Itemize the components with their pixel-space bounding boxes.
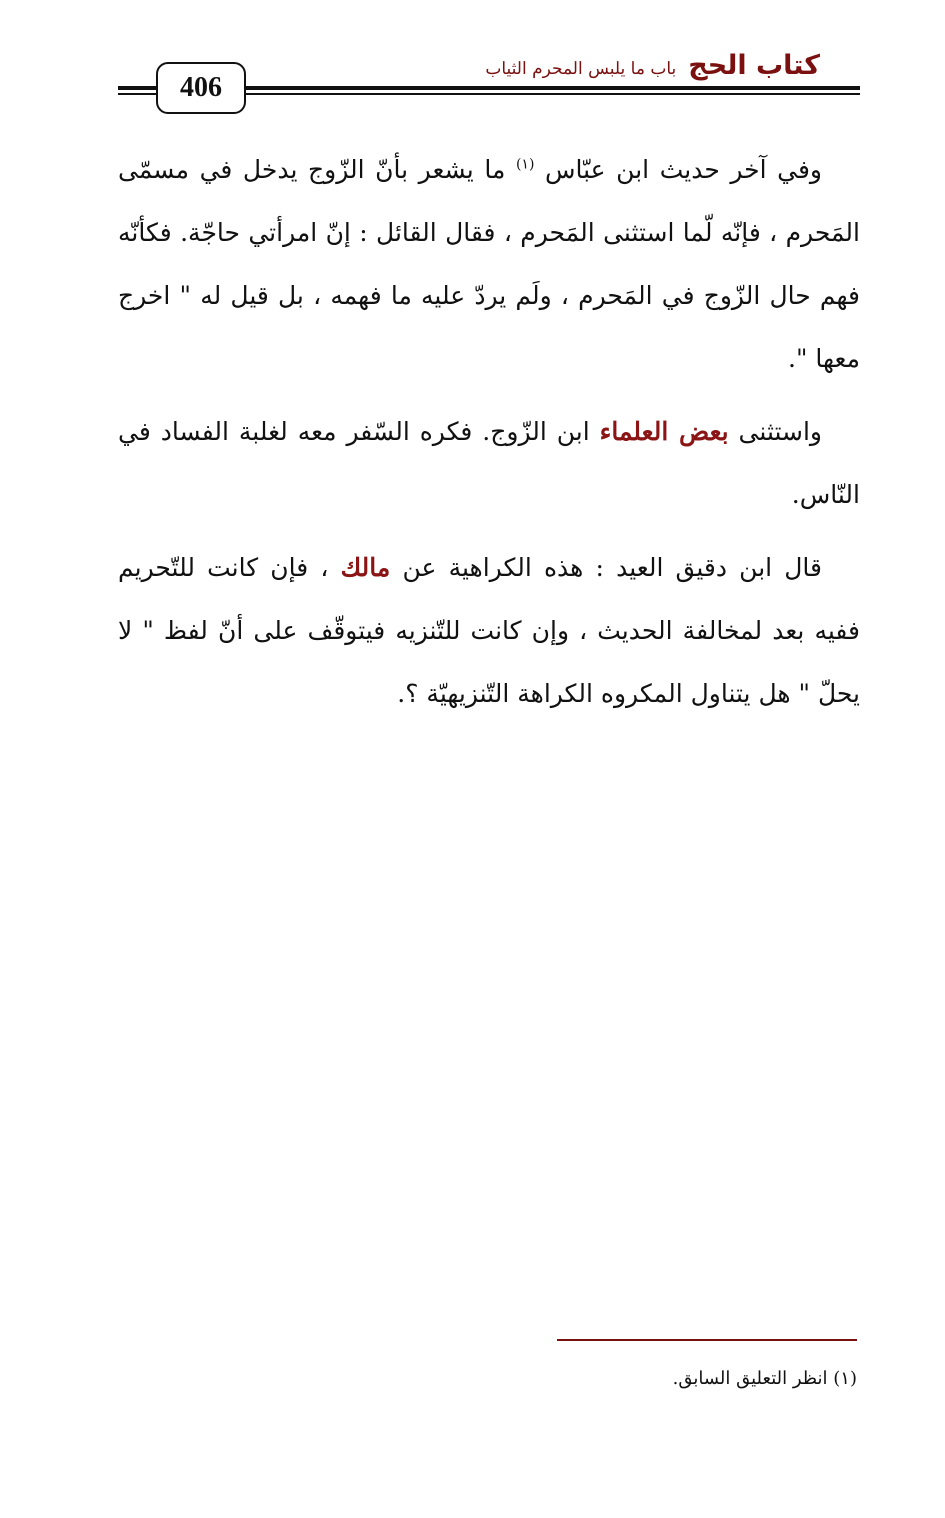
paragraph-2 [118,400,860,526]
paragraph-text: وفي آخر حديث ابن عبّاس [534,155,823,184]
paragraph-text: قال ابن دقيق العيد : هذه الكراهية عن [390,553,822,582]
paragraph-text: ابن الزّوج. فكره السّفر معه لغلبة الفساد في النّاس. [118,417,860,509]
footnote-divider [557,1339,857,1341]
page-number: 406 [156,62,246,114]
running-title [485,50,820,81]
paragraph-3 [118,536,860,725]
paragraph-text: ، فإن كانت للتّحريم ففيه بعد لمخالفة الحديث ، وإن كانت للتّنزيه فيتوقّف على أنّ لفظ " لا يحلّ " هل يتناول المكروه الكراهة التّنزيهيّة ؟. [118,553,860,708]
footnote: (١) انظر التعليق السابق. [672,1368,857,1389]
book-title: كتاب الحج [688,50,820,81]
footnote-ref: (١) [515,156,535,173]
paragraph-1 [118,138,860,390]
highlighted-term: مالك [340,553,391,582]
paragraph-text: واستثنى [728,417,822,446]
page-header [0,0,945,130]
chapter-title: باب ما يلبس المحرم الثياب [485,59,677,79]
highlighted-term: بعض العلماء [599,417,729,446]
paragraph-text: ما يشعر بأنّ الزّوج يدخل في مسمّى المَحرم ، فإنّه لّما استثنى المَحرم ، فقال القائل : إنّ امرأتي حاجّة. فكأنّه فهم حال الزّوج في المَحرم ، ولَم يردّ عليه ما فهمه ، بل قيل له " اخرج معها ". [118,155,860,373]
body-text [118,138,860,735]
